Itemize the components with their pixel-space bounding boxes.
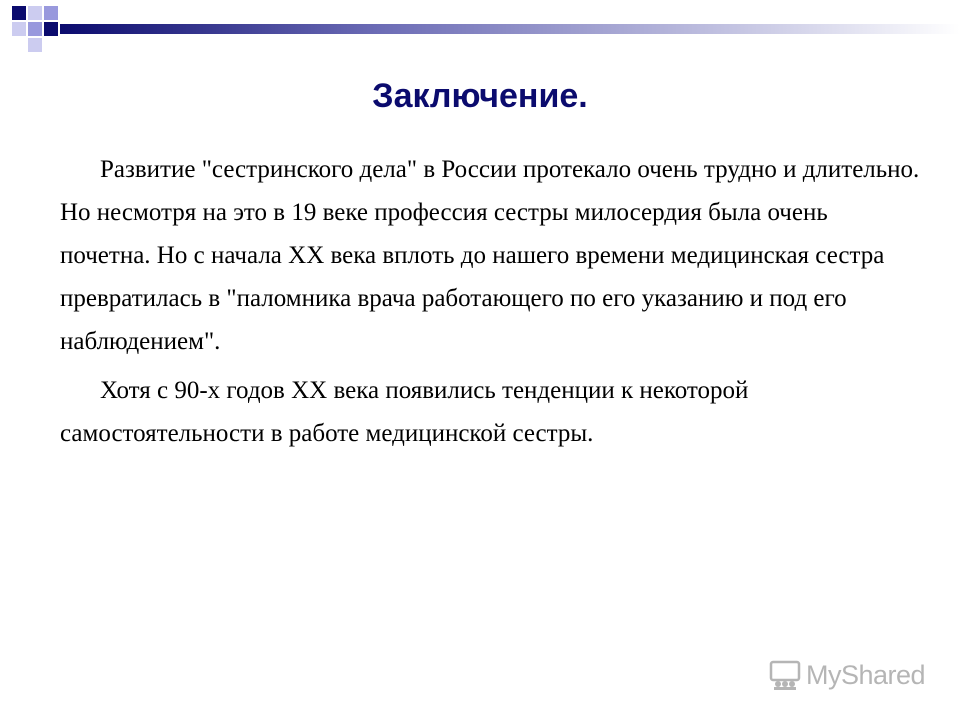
- decoration-square: [28, 6, 42, 20]
- classroom-board-icon: [768, 659, 802, 691]
- header-decoration: [0, 0, 960, 60]
- watermark: [768, 655, 925, 695]
- decoration-square: [12, 22, 26, 36]
- decoration-square: [12, 6, 26, 20]
- paragraph-1: Развитие "сестринского дела" в России протекало очень трудно и длительно. Но несмотря на это в 19 веке профессия сестры милосердия была очень почетна. Но с начала ХХ века вплоть до нашего времени медицинская сестра превратилась в "паломника врача работающего по его указанию и под его наблюдением".: [60, 156, 920, 355]
- decoration-bar: [60, 24, 960, 34]
- watermark-text: MyShared: [806, 659, 926, 690]
- slide-title: Заключение.: [372, 77, 588, 115]
- paragraph-2: Хотя с 90-х годов ХХ века появились тенденции к некоторой самостоятельности в работе медицинской сестры.: [60, 377, 749, 447]
- decoration-square: [44, 6, 58, 20]
- decoration-square: [28, 38, 42, 52]
- decoration-square: [28, 22, 42, 36]
- decoration-square: [44, 22, 58, 36]
- slide-body: [60, 148, 920, 455]
